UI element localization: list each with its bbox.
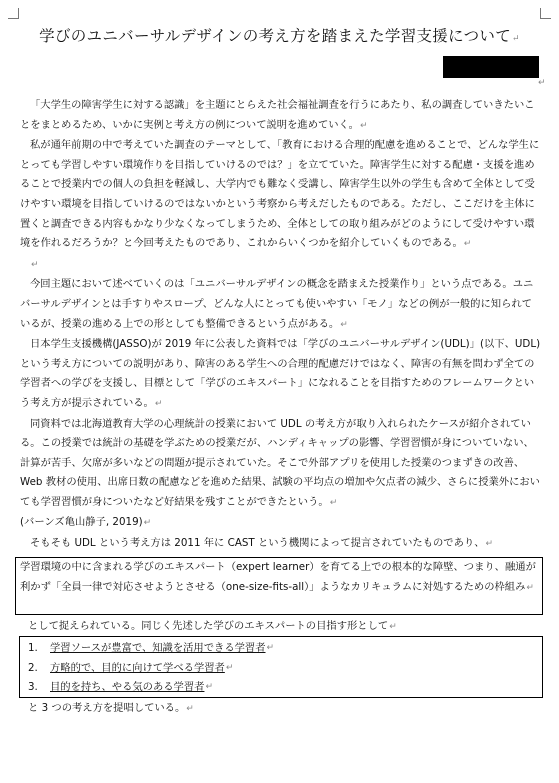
paragraph-text: 「大学生の障害学生に対する認識」を主題にとらえた社会福祉調査を行うにあたり、私の調査していきたいことをまとめるため、いかに実例と考え方の例について説明を進めていく。 bbox=[20, 99, 535, 131]
closing-text: と 3 つの考え方を提唱している。 bbox=[28, 702, 186, 714]
paragraph-mark: ↵ bbox=[538, 78, 546, 88]
paragraph-text: そもそも UDL という考え方は 2011 年に CAST という機関によって提言されていたものであり、 bbox=[30, 537, 485, 550]
body-paragraph bbox=[20, 415, 542, 514]
paragraph-mark: ↵ bbox=[31, 259, 39, 270]
body-text bbox=[20, 96, 542, 555]
body-paragraph bbox=[20, 534, 542, 555]
paragraph-mark: ↵ bbox=[340, 319, 348, 330]
list-number: 2. bbox=[28, 661, 38, 674]
continuation-text: として捉えられている。同じく先述した学びのエキスパートの目指す形として bbox=[28, 620, 389, 632]
paragraph-mark: ↵ bbox=[186, 704, 194, 714]
numbered-list-box bbox=[19, 636, 543, 698]
body-paragraph bbox=[20, 513, 542, 534]
list-item bbox=[28, 678, 542, 698]
paragraph-mark: ↵ bbox=[526, 582, 534, 593]
paragraph-mark: ↵ bbox=[143, 518, 152, 529]
paragraph-mark: ↵ bbox=[463, 239, 472, 250]
list-number: 3. bbox=[28, 681, 38, 694]
list-item bbox=[28, 639, 542, 659]
paragraph-text: 日本学生支援機構(JASSO)が 2019 年に公表した資料では「学びのユニバーサルデザイン(UDL)」(以下、UDL) という考え方についての説明があり、障害のある学生への合理的配慮だけではなく、障害の有無を問わず全ての学習者への学びを支援し、目標として「学びのエキスパート」になれることを目指すためのフレームワークという考え方が提示されている。 bbox=[20, 338, 541, 409]
title-text: 学びのユニバーサルデザインの考え方を踏まえた学習支援について bbox=[39, 27, 511, 45]
paragraph-mark: ↵ bbox=[205, 682, 213, 693]
list-text: 方略的で、目的に向けて学べる学習者 bbox=[50, 661, 225, 674]
list-text: 目的を持ち、やる気のある学習者 bbox=[50, 681, 205, 694]
margin-mark bbox=[8, 8, 19, 19]
paragraph-text: 今回主題において述べていくのは「ユニバーサルデザインの概念を踏まえた授業作り」という点である。ユニバーサルデザインとは手すりやスロープ、どんな人にとっても使いやすい「モノ」などの例が一般的に知られているが、授業の進める上での形としても整備できるという点がある。 bbox=[20, 278, 534, 330]
margin-mark bbox=[540, 8, 551, 19]
redacted-author-block bbox=[443, 56, 539, 78]
paragraph-text: 同資料では北海道教育大学の心理統計の授業において UDL の考え方が取り入れられたケースが紹介されている。この授業では統計の基礎を学ぶための授業だが、ハンディキャップの影響、学習習慣が身についていない、計算が苦手、欠席が多いなどの問題が提示されていた。そこで外部アプリを使用した授業のつまずきの改善、Web 教材の使用、出席日数の配慮などを進めた結果、試験の平均点の増加や欠点者の減少、さらに授業外においても学習習慣が身についたなど好結果を残すことができたという。 bbox=[20, 417, 540, 508]
paragraph-mark: ↵ bbox=[225, 662, 234, 673]
paragraph-text: (バーンズ亀山静子, 2019) bbox=[20, 516, 143, 529]
paragraph-mark: ↵ bbox=[329, 497, 338, 508]
paragraph-mark: ↵ bbox=[266, 643, 275, 653]
document-title bbox=[0, 24, 559, 46]
body-paragraph bbox=[20, 96, 542, 136]
continuation-line bbox=[28, 617, 397, 638]
bordered-text-box bbox=[15, 557, 543, 615]
paragraph-text: 私が通年前期の中で考えていた調査のテーマとして、「教育における合理的配慮を進めることで、どんな学生にとっても学習しやすい環境作りを目指していけるのでは？」を立てていた。障害学生に対する配慮・支援を進めることで授業内での個人の負担を軽減し、大学内でも難なく受講し、障害学生以外の学生も含めて全体として受けやすい環境を目指していけるのではないかという考察から考えだしたものである。ただし、ここだけを主体に置くと調査できる内容もかなり少なくなってしまうため、全体としての取り組みがどのようにして受けやすい環境を作れるだろうか？と今回考えたものであり、これからいくつかを紹介していくものである。 bbox=[20, 139, 540, 250]
paragraph-mark: ↵ bbox=[512, 34, 520, 44]
body-paragraph bbox=[20, 255, 542, 276]
closing-line bbox=[28, 699, 194, 720]
paragraph-mark: ↵ bbox=[485, 539, 494, 550]
body-paragraph bbox=[20, 275, 542, 335]
list-number: 1. bbox=[28, 642, 38, 654]
list-item bbox=[28, 659, 542, 679]
body-paragraph bbox=[20, 335, 542, 414]
paragraph-mark: ↵ bbox=[389, 622, 397, 632]
body-paragraph bbox=[20, 136, 542, 255]
list-text: 学習ソースが豊富で、知識を活用できる学習者 bbox=[50, 642, 266, 654]
paragraph-mark: ↵ bbox=[154, 398, 163, 409]
paragraph-mark: ↵ bbox=[359, 120, 368, 131]
boxed-paragraph: 学習環境の中に含まれる学びのエキスパート（expert learner）を育てる上での根本的な障壁、つまり、融通が利かず「全員一律で対応させようとさせる（one-size-fits-all）」ようなカリキュラムに対処するための枠組み bbox=[20, 561, 536, 593]
